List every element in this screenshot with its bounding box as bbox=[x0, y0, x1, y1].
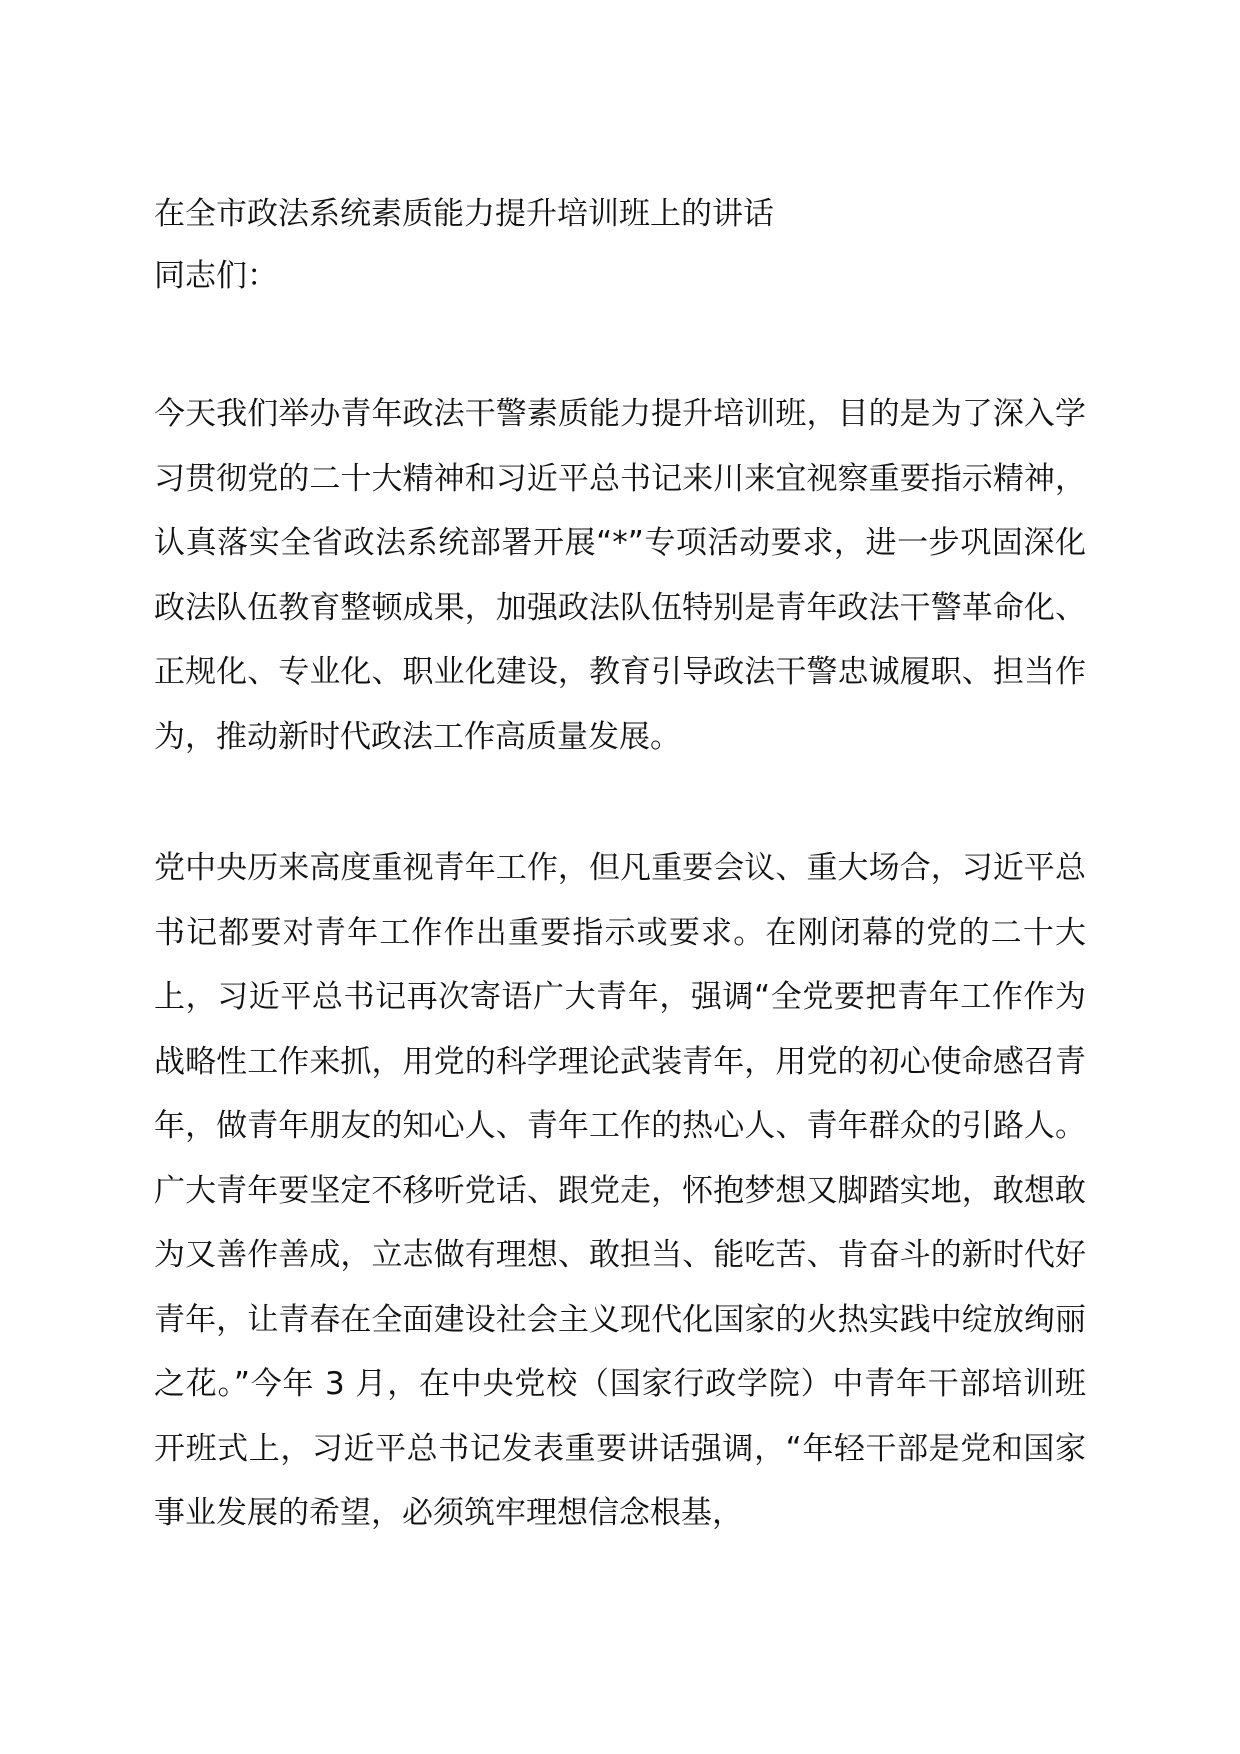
salutation: 同志们： bbox=[154, 258, 278, 294]
paragraph-2: 党中央历来高度重视青年工作，但凡重要会议、重大场合，习近平总书记都要对青年工作作出重要指示或要求。在刚闭幕的党的二十大上，习近平总书记再次寄语广大青年，强调“全党要把青年工作作为战略性工作来抓，用党的科学理论武装青年，用党的初心使命感召青年，做青年朋友的知心人、青年工作的热心人、青年群众的引路人。广大青年要坚定不移听党话、跟党走，怀抱梦想又脚踏实地，敢想敢为又善作善成，立志做有理想、敢担当、能吃苦、肯奋斗的新时代好青年，让青春在全面建设社会主义现代化国家的火热实践中绽放绚丽之花。”今年 3 月，在中央党校（国家行政学院）中青年干部培训班开班式上，习近平总书记发表重要讲话强调，“年轻干部是党和国家事业发展的希望，必须筑牢理想信念根基， bbox=[154, 850, 1086, 1531]
paragraph-1: 今天我们举办青年政法干警素质能力提升培训班，目的是为了深入学习贯彻党的二十大精神和习近平总书记来川来宜视察重要指示精神，认真落实全省政法系统部署开展“*”专项活动要求，进一步巩固深化政法队伍教育整顿成果，加强政法队伍特别是青年政法干警革命化、正规化、专业化、职业化建设，教育引导政法干警忠诚履职、担当作为，推动新时代政法工作高质量发展。 bbox=[154, 396, 1086, 755]
document-title: 在全市政法系统素质能力提升培训班上的讲话 bbox=[154, 196, 774, 232]
